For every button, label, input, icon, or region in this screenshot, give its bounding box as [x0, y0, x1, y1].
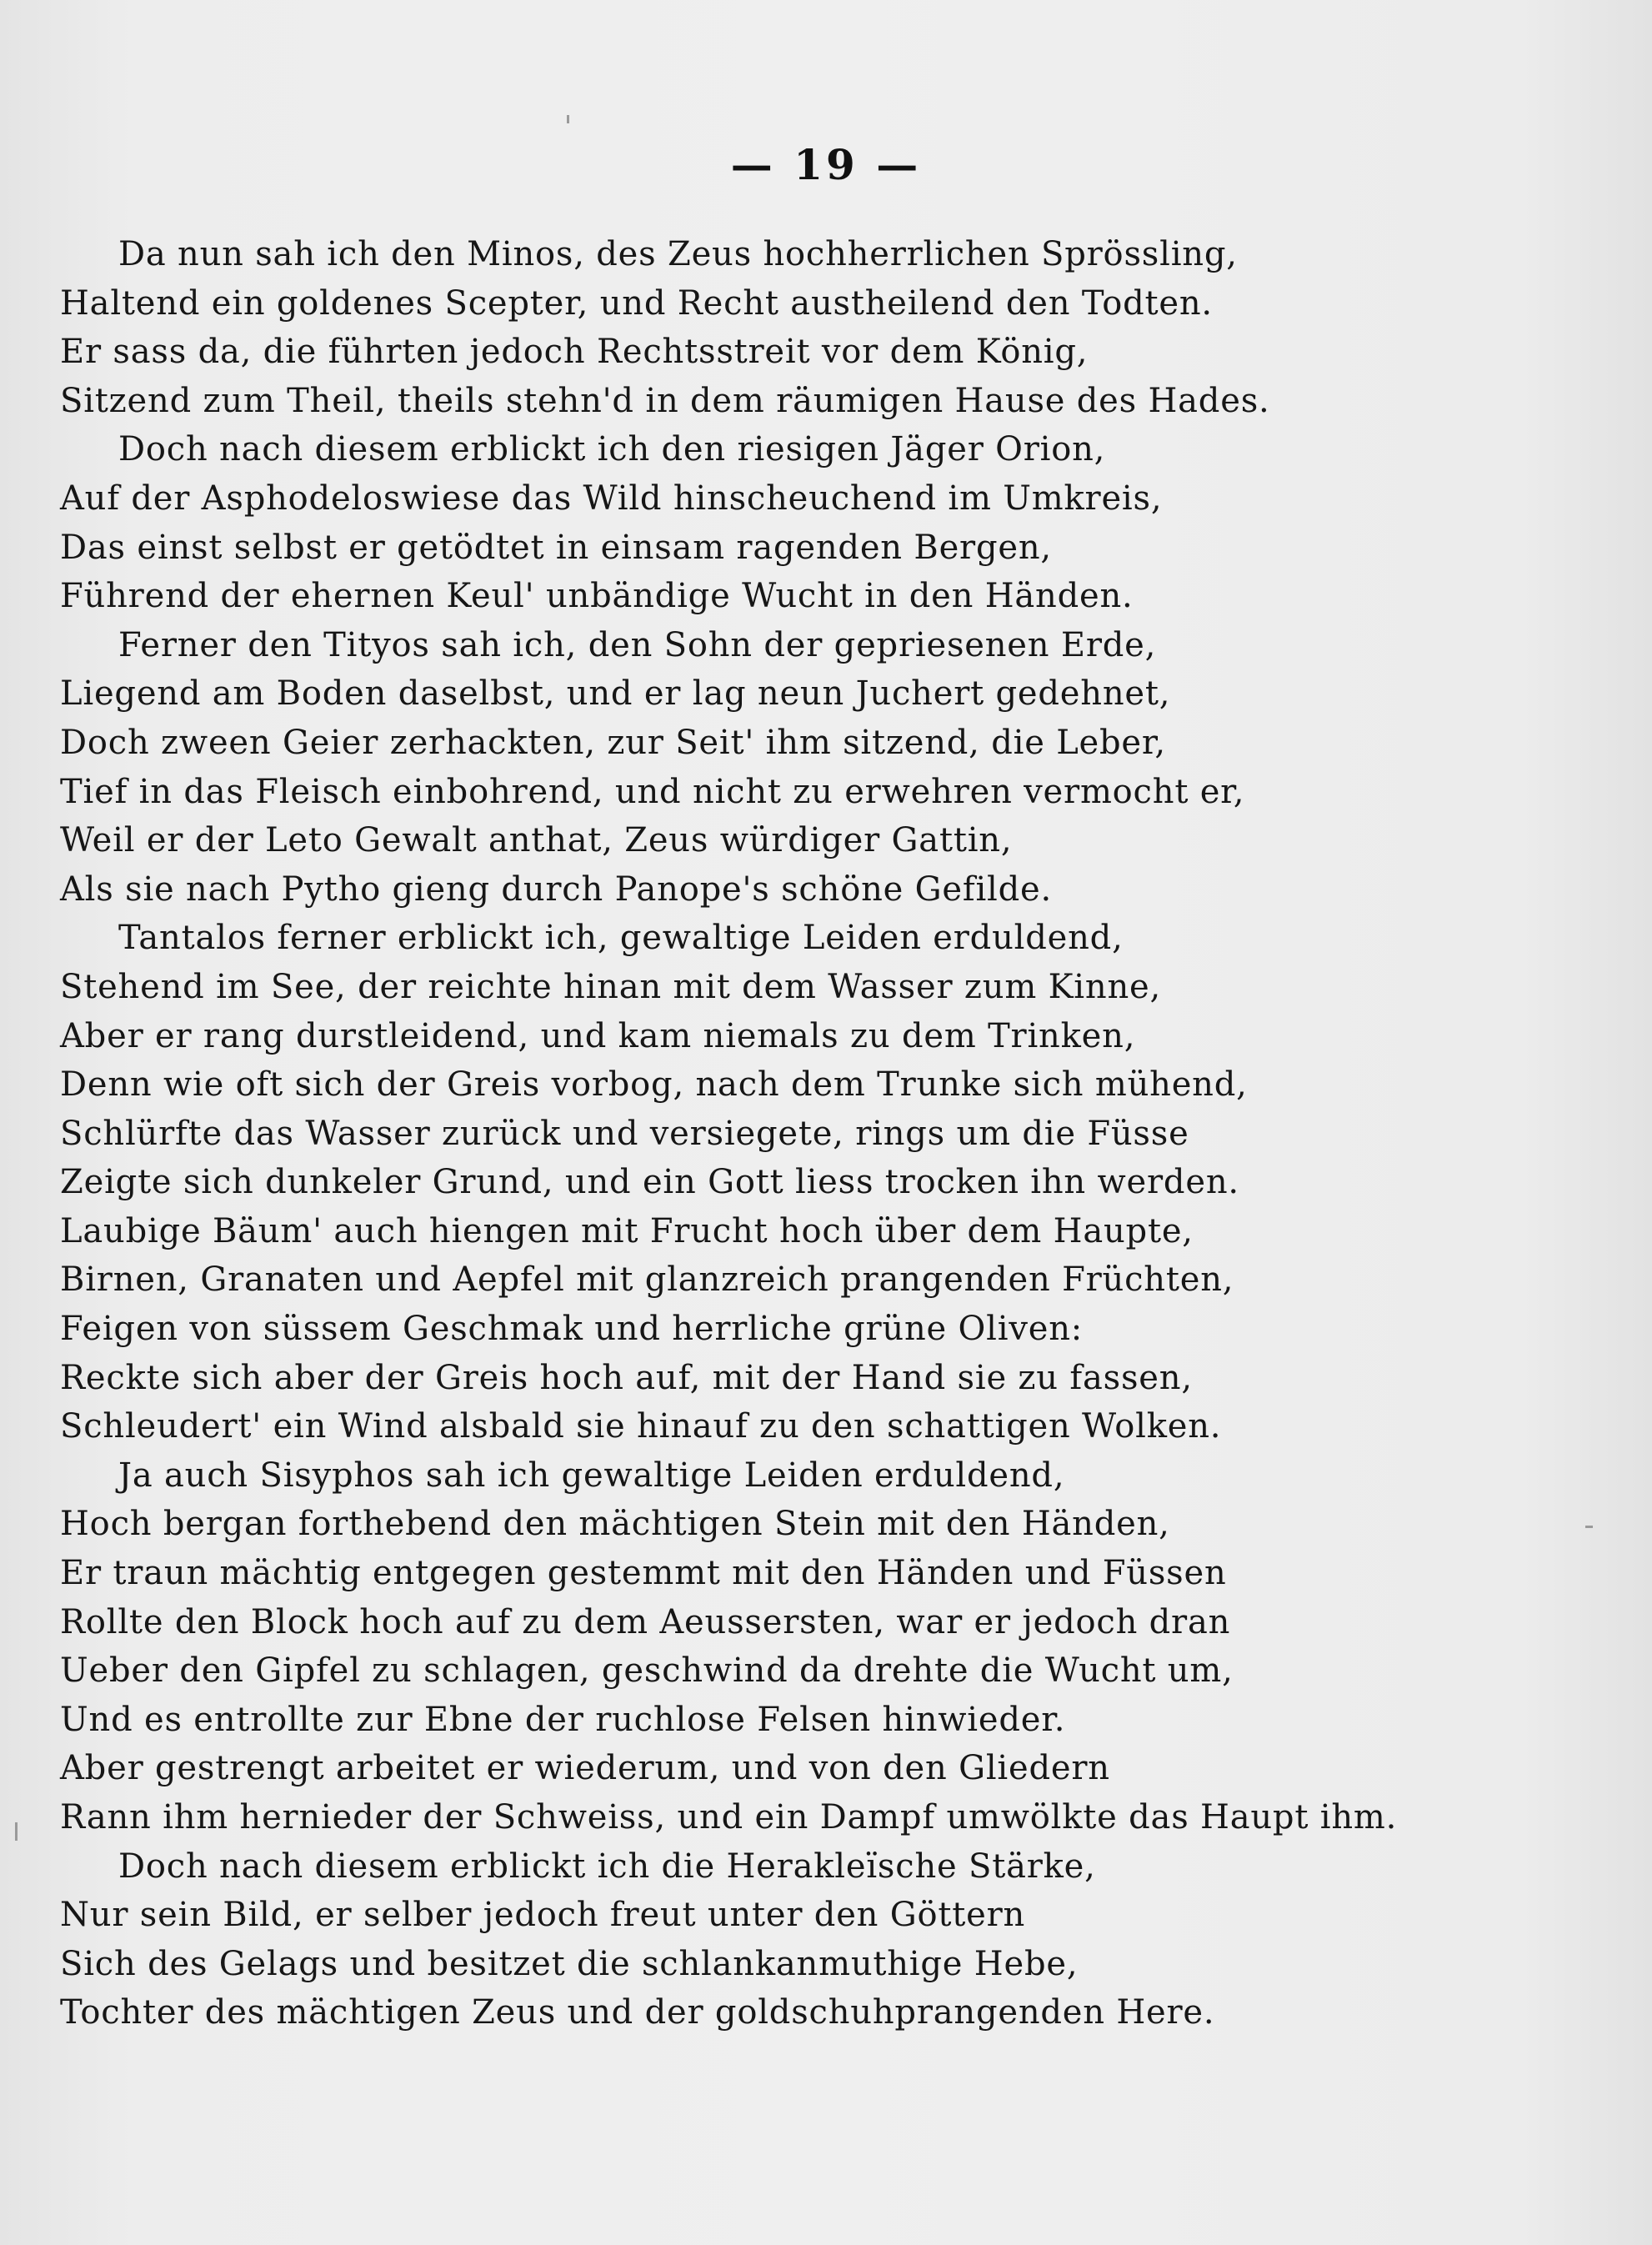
verse-line: Sich des Gelags und besitzet die schlankanmuthige Hebe, [60, 1944, 1079, 1983]
verse-line: Tochter des mächtigen Zeus und der goldschuhprangenden Here. [60, 1993, 1215, 2032]
verse-line: Auf der Asphodeloswiese das Wild hinscheuchend im Umkreis, [60, 479, 1163, 518]
verse-line: Tief in das Fleisch einbohrend, und nicht zu erwehren vermocht er, [60, 772, 1245, 811]
stanza [60, 425, 1494, 620]
stanza [60, 1451, 1494, 1842]
stanza [60, 914, 1494, 1451]
scan-speck [15, 1822, 18, 1841]
verse-line: Schlürfte das Wasser zurück und versiegete, rings um die Füsse [60, 1114, 1189, 1153]
verse-line: Liegend am Boden daselbst, und er lag neun Juchert gedehnet, [60, 674, 1171, 714]
verse-line: Birnen, Granaten und Aepfel mit glanzreich prangenden Früchten, [60, 1260, 1234, 1300]
verse-line: Doch nach diesem erblickt ich den riesigen Jäger Orion, [118, 430, 1106, 469]
verse-line: Hoch bergan forthebend den mächtigen Stein mit den Händen, [60, 1505, 1170, 1544]
verse-line: Führend der ehernen Keul' unbändige Wucht in den Händen. [60, 577, 1134, 616]
scan-speck [1585, 1526, 1593, 1528]
verse-line: Ferner den Tityos sah ich, den Sohn der gepriesenen Erde, [118, 625, 1157, 664]
verse-line: Aber gestrengt arbeitet er wiederum, und von den Gliedern [60, 1749, 1110, 1788]
verse-line: Tantalos ferner erblickt ich, gewaltige Leiden erduldend, [118, 919, 1124, 958]
stanza [60, 1842, 1494, 2037]
verse-line: Das einst selbst er getödtet in einsam ragenden Bergen, [60, 528, 1052, 567]
verse-line: Denn wie oft sich der Greis vorbog, nach dem Trunke sich mühend, [60, 1065, 1248, 1105]
verse-line: Er sass da, die führten jedoch Rechtsstreit vor dem König, [60, 333, 1089, 372]
verse-line: Zeigte sich dunkeler Grund, und ein Gott liess trocken ihn werden. [60, 1163, 1239, 1202]
page-number: — 19 — [730, 140, 922, 189]
verse-line: Laubige Bäum' auch hiengen mit Frucht hoch über dem Haupte, [60, 1211, 1194, 1250]
verse-line: Doch nach diesem erblickt ich die Herakleïsche Stärke, [118, 1847, 1096, 1886]
verse-line: Ueber den Gipfel zu schlagen, geschwind da drehte die Wucht um, [60, 1651, 1234, 1691]
stanza [60, 621, 1494, 915]
verse-line: Er traun mächtig entgegen gestemmt mit den Händen und Füssen [60, 1554, 1227, 1593]
verse-line: Sitzend zum Theil, theils stehn'd in dem räumigen Hause des Hades. [60, 381, 1270, 420]
verse-line: Rollte den Block hoch auf zu dem Aeussersten, war er jedoch dran [60, 1602, 1231, 1641]
verse-line: Doch zween Geier zerhackten, zur Seit' ihm sitzend, die Leber, [60, 723, 1166, 762]
verse-line: Schleudert' ein Wind alsbald sie hinauf zu den schattigen Wolken. [60, 1407, 1222, 1446]
verse-line: Haltend ein goldenes Scepter, und Recht austheilend den Todten. [60, 283, 1213, 323]
verse-line: Rann ihm hernieder der Schweiss, und ein Dampf umwölkte das Haupt ihm. [60, 1798, 1398, 1837]
verse-line: Reckte sich aber der Greis hoch auf, mit der Hand sie zu fassen, [60, 1358, 1193, 1397]
verse-line: Und es entrollte zur Ebne der ruchlose Felsen hinwieder. [60, 1700, 1066, 1739]
verse-line: Stehend im See, der reichte hinan mit dem Wasser zum Kinne, [60, 967, 1161, 1006]
verse-line: Da nun sah ich den Minos, des Zeus hochherrlichen Sprössling, [118, 235, 1238, 273]
verse-line: Feigen von süssem Geschmak und herrliche grüne Oliven: [60, 1310, 1084, 1349]
poem-text [60, 230, 1494, 2037]
verse-line: Weil er der Leto Gewalt anthat, Zeus würdiger Gattin, [60, 821, 1013, 860]
verse-line: Aber er rang durstleidend, und kam niemals zu dem Trinken, [60, 1016, 1136, 1055]
verse-line: Als sie nach Pytho gieng durch Panope's schöne Gefilde. [60, 869, 1053, 909]
stanza [60, 230, 1494, 425]
verse-line: Nur sein Bild, er selber jedoch freut unter den Göttern [60, 1896, 1026, 1935]
verse-line: Ja auch Sisyphos sah ich gewaltige Leiden erduldend, [118, 1456, 1065, 1495]
scan-speck [567, 115, 569, 123]
